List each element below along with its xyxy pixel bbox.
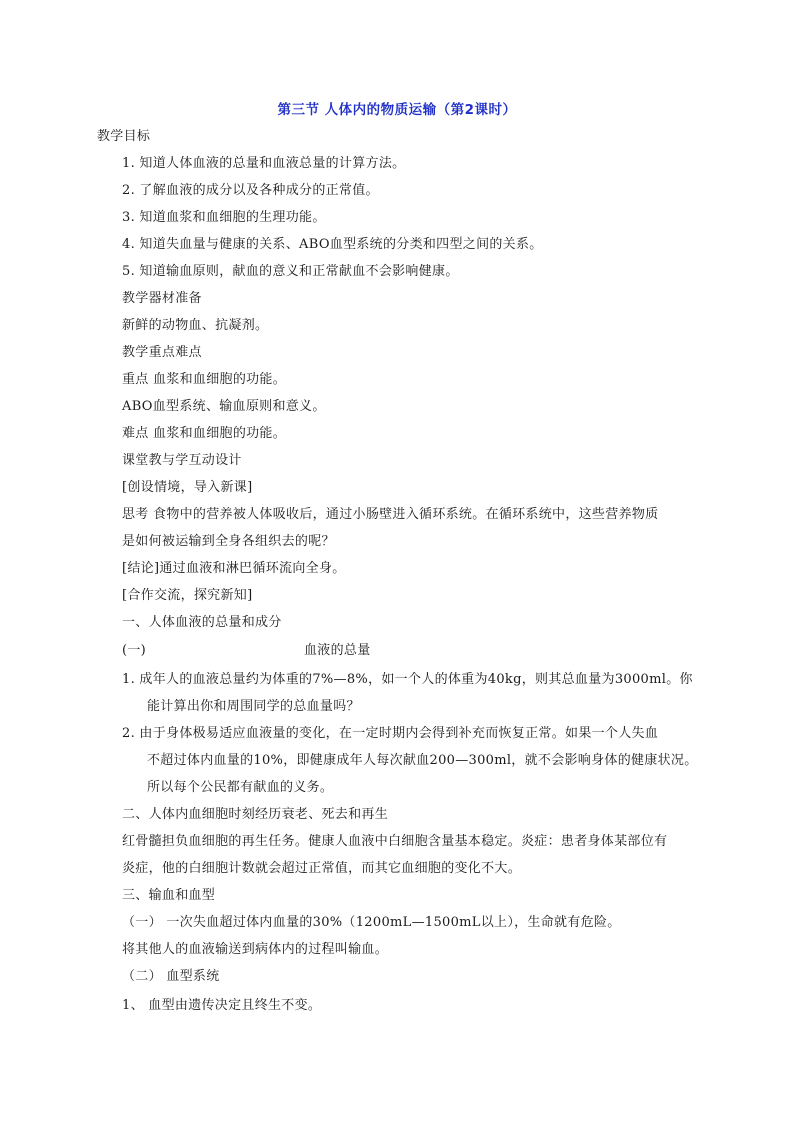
objective-item-4: 4. 知道失血量与健康的关系、ABO血型系统的分类和四型之间的关系。: [122, 237, 543, 252]
part2-line2: 炎症，他的白细胞计数就会超过正常值，而其它血细胞的变化不大。: [122, 861, 522, 876]
part3-sub2: （二） 血型系统: [122, 969, 220, 984]
difficulty-text: 难点 血浆和血细胞的功能。: [122, 426, 287, 441]
part3-sub1: （一） 一次失血超过体内血量的30%（1200mL—1500mL以上），生命就有危险。: [122, 915, 621, 930]
explore-label: [合作交流，探究新知]: [122, 588, 253, 603]
think-line-1: 思考 食物中的营养被人体吸收后，通过小肠壁进入循环系统。在循环系统中，这些营养物质: [122, 507, 659, 522]
situation-label: [创设情境，导入新课]: [122, 480, 253, 495]
part1-item2-line1: 2. 由于身体极易适应血液量的变化，在一定时期内会得到补充而恢复正常。如果一个人失血: [122, 726, 659, 741]
page-title: 第三节 人体内的物质运输（第2课时）: [277, 102, 517, 118]
part1-item1-line2: 能计算出你和周围同学的总血量吗？: [147, 699, 360, 714]
objective-item-5: 5. 知道输血原则，献血的意义和正常献血不会影响健康。: [122, 264, 459, 279]
think-line-2: 是如何被运输到全身各组织去的呢？: [122, 534, 335, 549]
part1-heading: 一、人体血液的总量和成分: [122, 615, 282, 630]
objective-item-2: 2. 了解血液的成分以及各种成分的正常值。: [122, 183, 379, 198]
part2-line1: 红骨髓担负血细胞的再生任务。健康人血液中白细胞含量基本稳定。炎症：患者身体某部位有: [122, 834, 668, 849]
objective-item-1: 1. 知道人体血液的总量和血液总量的计算方法。: [122, 156, 406, 171]
part1-sub-number: (一): [122, 643, 147, 658]
objective-item-3: 3. 知道血浆和血细胞的生理功能。: [122, 210, 326, 225]
part2-heading: 二、人体内血细胞时刻经历衰老、死去和再生: [122, 807, 389, 822]
part1-item1-line1: 1. 成年人的血液总量约为体重的7%—8%，如一个人的体重为40kg，则其总血量为3000ml。你: [122, 672, 693, 687]
objectives-heading: 教学目标: [97, 129, 151, 144]
part1-sub-title: 血液的总量: [304, 643, 371, 658]
equipment-heading: 教学器材准备: [122, 291, 202, 306]
conclusion-text: [结论]通过血液和淋巴循环流向全身。: [122, 561, 346, 576]
part3-heading: 三、输血和血型: [122, 888, 216, 903]
equipment-text: 新鲜的动物血、抗凝剂。: [122, 318, 269, 333]
part1-item2-line3: 所以每个公民都有献血的义务。: [147, 780, 334, 795]
keypoints-heading: 教学重点难点: [122, 345, 202, 360]
key-point-text-2: ABO血型系统、输血原则和意义。: [122, 399, 326, 414]
part3-item1: 1、 血型由遗传决定且终生不变。: [122, 998, 322, 1013]
part3-sub1-line2: 将其他人的血液输送到病体内的过程叫输血。: [122, 942, 389, 957]
design-heading: 课堂教与学互动设计: [122, 453, 242, 468]
key-point-text: 重点 血浆和血细胞的功能。: [122, 372, 287, 387]
part1-item2-line2: 不超过体内血量的10%，即健康成年人每次献血200—300ml，就不会影响身体的健康状况。: [147, 753, 698, 768]
